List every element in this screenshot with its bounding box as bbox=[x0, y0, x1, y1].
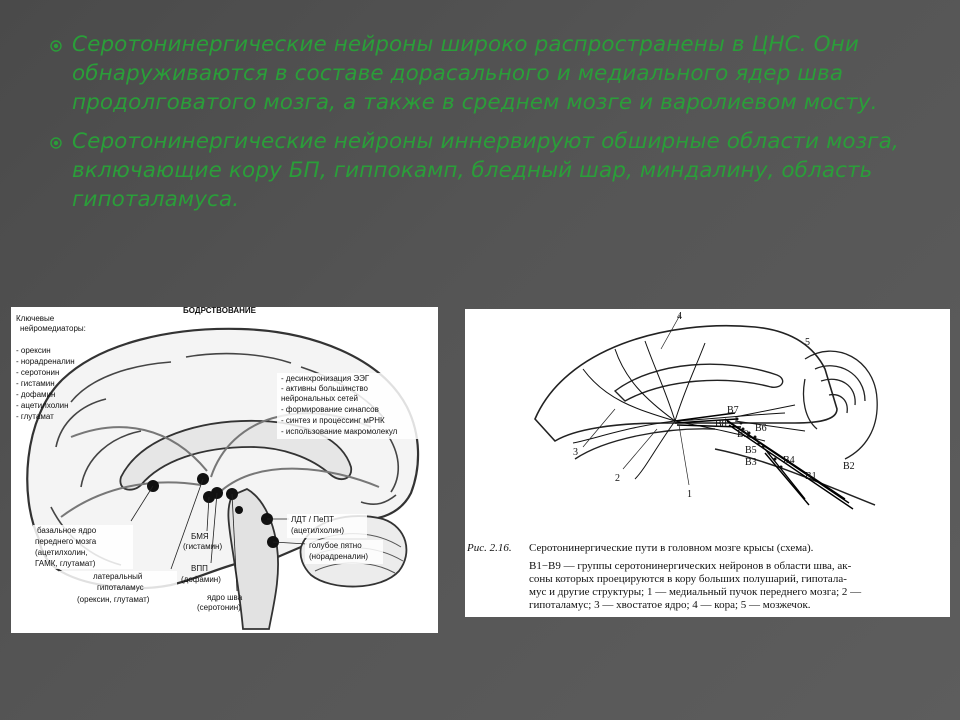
basal-forebrain-label: переднего мозга bbox=[35, 537, 97, 546]
effect-item: нейрональных сетей bbox=[281, 394, 359, 403]
corpus-callosum bbox=[615, 364, 783, 401]
bullet-list bbox=[48, 30, 918, 224]
lateral-hypothalamus-label: латеральный bbox=[93, 572, 143, 581]
legend-item: - гистамин bbox=[16, 379, 55, 388]
tmn-label: БМЯ bbox=[191, 532, 209, 541]
target-circle-icon bbox=[50, 40, 62, 52]
target-circle-icon bbox=[50, 137, 62, 149]
raphe-label: (серотонин) bbox=[197, 603, 241, 612]
group-label: B4 bbox=[783, 455, 795, 466]
legend-item: - глутамат bbox=[16, 412, 54, 421]
effect-item: - формирование синапсов bbox=[281, 405, 379, 414]
group-label: B9 bbox=[737, 429, 749, 440]
legend-item: - орексин bbox=[16, 346, 51, 355]
basal-forebrain-label: (ацетилхолин, bbox=[35, 548, 88, 557]
wakefulness-brain-figure bbox=[11, 307, 438, 633]
label-mfb: 1 bbox=[687, 489, 692, 500]
bullet-text: Серотонинергические нейроны иннервируют обширные области мозга, включающие кору БП, гиппокамп, бледный шар, миндалину, область гипоталамуса. bbox=[72, 129, 899, 212]
bullet-item bbox=[48, 127, 918, 214]
rat-serotonin-pathways-figure bbox=[465, 309, 950, 617]
group-label: B7 bbox=[727, 405, 739, 416]
effect-item: - десинхронизация ЭЭГ bbox=[281, 374, 370, 383]
caption-line: соны которых проецируются в кору больших полушарий, гипотала- bbox=[529, 573, 847, 585]
vta-label: (дофамин) bbox=[181, 575, 221, 584]
striatum-outline bbox=[575, 429, 715, 459]
legend-item: - серотонин bbox=[16, 368, 60, 377]
group-label: B8 bbox=[715, 419, 727, 430]
brainstem-outline bbox=[715, 449, 875, 505]
group-label: B1 bbox=[805, 471, 817, 482]
bullet-item bbox=[48, 30, 918, 117]
locus-coeruleus-label: (норадреналин) bbox=[309, 552, 369, 561]
basal-forebrain-label: базальное ядро bbox=[37, 526, 97, 535]
raphe-label: ядро шва bbox=[207, 593, 243, 602]
figure-title: БОДРСТВОВАНИЕ bbox=[183, 307, 256, 315]
locus-coeruleus-label: голубое пятно bbox=[309, 541, 362, 550]
group-label: B3 bbox=[745, 457, 757, 468]
brain-sagittal-diagram bbox=[11, 307, 438, 633]
caption-title: Серотонинергические пути в головном мозге крысы (схема). bbox=[529, 542, 814, 554]
label-caudate: 3 bbox=[573, 447, 578, 458]
label-cortex: 4 bbox=[677, 311, 682, 322]
caption-label: Рис. 2.16. bbox=[467, 542, 512, 554]
lateral-hypothalamus-label: гипоталамус bbox=[97, 583, 144, 592]
group-label: B2 bbox=[843, 461, 855, 472]
number-leader-lines bbox=[583, 315, 689, 485]
caption-line: мус и другие структуры; 1 — медиальный пучок переднего мозга; 2 — bbox=[529, 586, 862, 598]
tmn-label: (гистамин) bbox=[183, 542, 223, 551]
vta-label: ВПП bbox=[191, 564, 208, 573]
legend-item: - дофамин bbox=[16, 390, 56, 399]
lateral-hypothalamus-label: (орексин, глутамат) bbox=[77, 595, 150, 604]
caption-line: гипоталамус; 3 — хвостатое ядро; 4 — кора; 5 — мозжечок. bbox=[529, 599, 811, 611]
group-label: B6 bbox=[755, 423, 767, 434]
effect-item: - использование макромолекул bbox=[281, 427, 398, 436]
basal-forebrain-label: ГАМК, глутамат) bbox=[35, 559, 96, 568]
legend-heading: нейромедиаторы: bbox=[20, 324, 86, 333]
ldt-pedunculopontine-label: (ацетилхолин) bbox=[291, 526, 344, 535]
ldt-pedunculopontine-label: ЛДТ / ПеПТ bbox=[291, 515, 335, 524]
bullet-text: Серотонинергические нейроны широко распространены в ЦНС. Они обнаруживаются в составе дорасального и медиального ядер шва продолговатого мозга, а также в среднем мозге и варолиевом мосту. bbox=[72, 32, 878, 115]
rat-brain-diagram bbox=[465, 309, 950, 617]
cerebellum-folia bbox=[804, 351, 878, 459]
legend-heading: Ключевые bbox=[16, 314, 55, 323]
group-label: B5 bbox=[745, 445, 757, 456]
legend-item: - норадреналин bbox=[16, 357, 75, 366]
effect-item: - активны большинство bbox=[281, 384, 368, 393]
caption-line: B1−B9 — группы серотонинергических нейронов в области шва, ак- bbox=[529, 560, 852, 572]
effect-item: - синтез и процессинг мРНК bbox=[281, 416, 385, 425]
legend-item: - ацетилхолин bbox=[16, 401, 69, 410]
label-hypothalamus: 2 bbox=[615, 473, 620, 484]
label-cerebellum: 5 bbox=[805, 337, 810, 348]
